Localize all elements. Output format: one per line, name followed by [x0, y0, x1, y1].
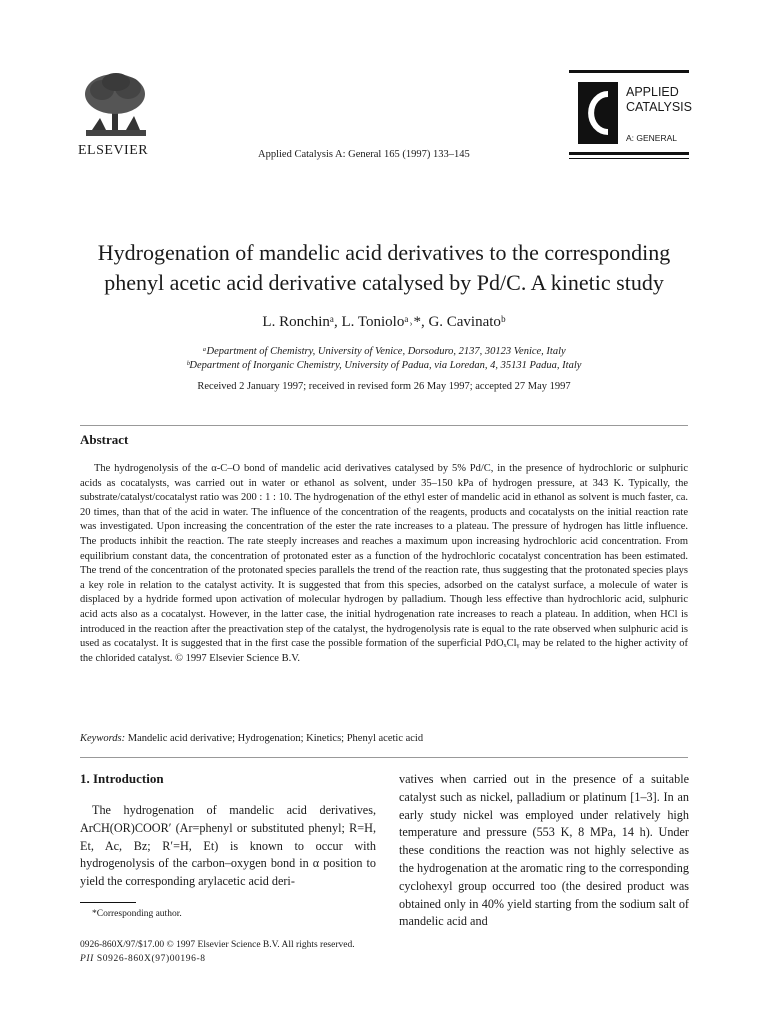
pii-line [80, 954, 206, 964]
journal-logo-line3: A: GENERAL [626, 133, 678, 143]
article-title [40, 238, 728, 298]
journal-logo-mark [578, 82, 618, 144]
abstract-text: The hydrogenolysis of the α-C–O bond of mandelic acid derivatives catalysed by 5% Pd/C, in the presence of hydrochloric or sulphuric acids as cocatalysts, was carried out in water or ethanol as solvent, under 35–150 kPa of hydrogen pressure, at 343 K. Typically, the substrate/catalyst/cocatalyst ratio was 200 : 1 : 10. The hydrogenation of the ethyl ester of mandelic acid in ethanol as solvent is much faster, ca. 20 times, than that of the acid in water. The influence of the concentration of the reagents, products and cocatalysts on the initial reaction rate was investigated. Upon increasing the concentration of the ester the rate increases to a plateau. The pressure of hydrogen has little influence. The products inhibit the reaction. The rate steeply increases and reaches a maximum upon increasing hydrochloric acid concentration. From equilibrium constant data, the concentration of protonated ester as a function of the hydrochloric cocatalyst concentration has been estimated. The trend of the concentration of the protonated species parallels the trend of the reaction rate, thus suggesting that the protonated species plays a key role in relation to the catalyst activity. It is suggested that from this species, adsorbed on the catalyst surface, a molecule of water is displaced by a hydride formed upon activation of molecular hydrogen by palladium. Though less effective than hydrochloric acid, sulphuric acid acts also as a cocatalyst. However, in the latter case, the initial hydrogenation rate increases to reach a plateau. In addition, when HCl is introduced in the reaction after the preactivation step of the catalyst, the hydrogenolysis rate is equal to the rate observed when sulphuric acid is used as cocatalyst. It is suggested that in the first case the possible formation of the superficial PdOₓClᵧ may be related to the higher activity of the chlorided catalyst. © 1997 Elsevier Science B.V. [80, 463, 688, 664]
journal-logo-bottom-rule [569, 152, 689, 155]
publisher-name: ELSEVIER [78, 143, 149, 158]
intro-column-2: vatives when carried out in the presence of a suitable catalyst such as nickel, palladium or platinum [1–3]. In an early study nickel was employed under relatively high temperature and pressure (553 K, 8 MPa, 14 h). Under these conditions the reaction was not highly selective as the hydrogenation at the aromatic ring to the corresponding cyclohexyl group occurred too (the desired product was obtained only in 40% yield starting from the sodium salt of mandelic acid and [399, 772, 689, 929]
section-heading-introduction: 1. Introduction [80, 771, 164, 786]
pii-label: PII [80, 954, 94, 964]
journal-logo-line1: APPLIED [626, 85, 679, 99]
abstract-bottom-rule [80, 757, 688, 758]
copyright-line: 0926-860X/97/$17.00 © 1997 Elsevier Science B.V. All rights reserved. [80, 940, 355, 950]
pii-value: S0926-860X(97)00196-8 [96, 954, 206, 964]
catalysis-c-icon [578, 82, 618, 144]
keywords [80, 733, 423, 744]
journal-logo-line2: CATALYSIS [626, 100, 692, 114]
author-list: L. Ronchinᵃ, L. Tonioloᵃ˒*, G. Cavinatoᵇ [262, 314, 506, 330]
elsevier-tree-logo [80, 72, 152, 140]
affiliation-a: ᵃDepartment of Chemistry, University of Venice, Dorsoduro, 2137, 30123 Venice, Italy [202, 346, 566, 357]
abstract-top-rule [80, 425, 688, 426]
journal-citation: Applied Catalysis A: General 165 (1997) 133–145 [258, 149, 470, 160]
journal-logo-top-rule [569, 70, 689, 73]
abstract-heading: Abstract [80, 432, 129, 447]
footnote-rule [80, 902, 136, 903]
corresponding-author-footnote: *Corresponding author. [92, 909, 182, 919]
title-line-1: Hydrogenation of mandelic acid derivatives to the corresponding [97, 240, 671, 265]
affiliation-b: ᵇDepartment of Inorganic Chemistry, University of Padua, via Loredan, 4, 35131 Padua, Italy [186, 360, 582, 371]
journal-logo-bottom-rule-thin [569, 158, 689, 159]
received-dates: Received 2 January 1997; received in revised form 26 May 1997; accepted 27 May 1997 [197, 381, 571, 392]
keywords-label: Keywords: [80, 733, 126, 744]
title-line-2: phenyl acetic acid derivative catalysed by Pd/C. A kinetic study [104, 270, 664, 295]
intro-column-1: The hydrogenation of mandelic acid derivatives, ArCH(OR)COOR′ (Ar=phenyl or substituted phenyl; R=H, Et, Ac, Bz; R′=H, Et) is known to occur with hydrogenolysis of the carbon–oxygen bond in α position to yield the corresponding arylacetic acid deri- [80, 803, 376, 889]
keywords-text: Mandelic acid derivative; Hydrogenation; Kinetics; Phenyl acetic acid [127, 733, 424, 744]
